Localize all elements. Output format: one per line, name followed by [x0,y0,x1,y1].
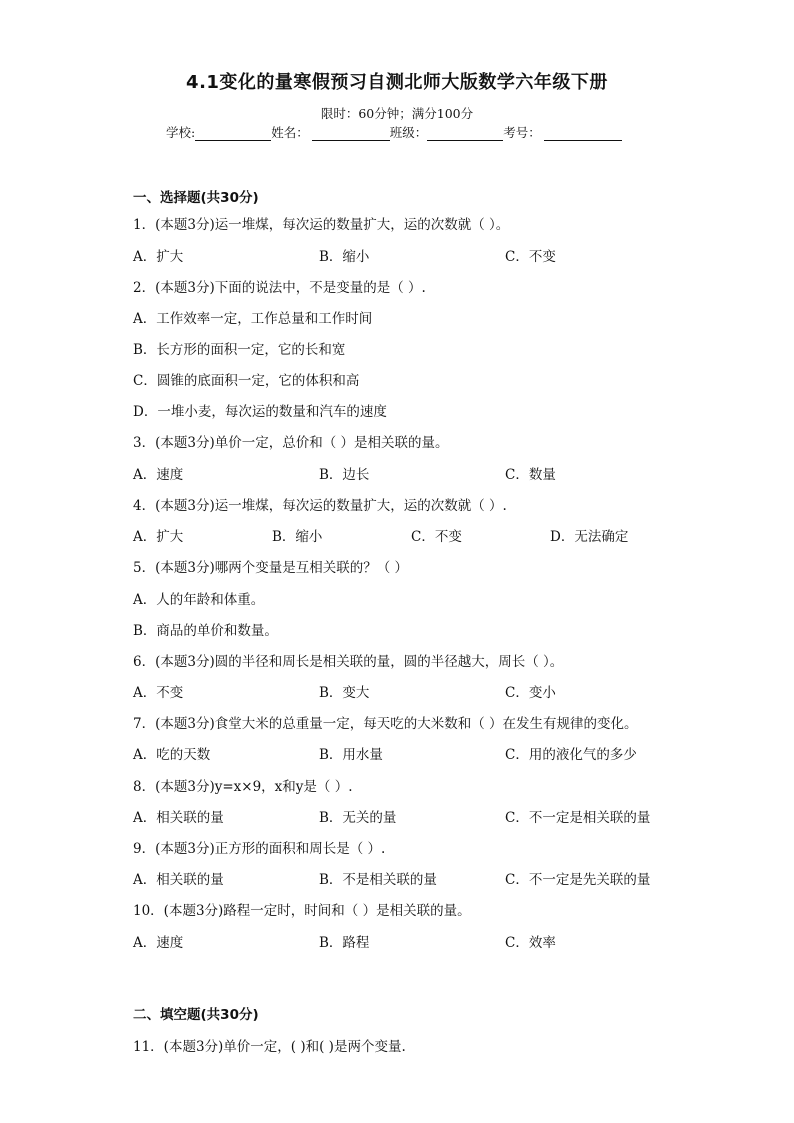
option-b: B．边长 [319,467,370,483]
name-blank [312,125,390,141]
question-5: 5．(本题3分)哪两个变量是互相关联的？（ ） [133,560,409,576]
question-2-option-b: B．长方形的面积一定，它的长和宽 [133,342,346,358]
question-6: 6．(本题3分)圆的半径和周长是相关联的量，圆的半径越大，周长（ ）。 [133,654,564,670]
option-b: B．无关的量 [319,810,397,826]
option-c: C．不变 [411,529,462,545]
option-a: A．速度 [133,467,184,483]
option-a: A．速度 [133,935,184,951]
option-b: B．缩小 [319,249,370,265]
exam-no-label: 考号： [503,125,541,140]
question-5-option-b: B．商品的单价和数量。 [133,623,278,639]
class-blank [427,125,503,141]
student-info-row [166,123,622,141]
question-3-options [133,463,733,483]
name-label: 姓名： [271,125,309,140]
option-c: C．用的液化气的多少 [505,747,637,763]
option-a: A．吃的天数 [133,747,211,763]
school-blank [195,125,271,141]
question-7-options [133,743,733,763]
option-b: B．变大 [319,685,370,701]
question-9: 9．(本题3分)正方形的面积和周长是（ ）. [133,841,386,857]
option-c: C．不一定是先关联的量 [505,872,651,888]
option-b: B．用水量 [319,747,383,763]
option-c: C．不一定是相关联的量 [505,810,651,826]
question-4-options [133,525,733,545]
question-1-options [133,245,733,265]
option-c: C．不变 [505,249,556,265]
question-1: 1．(本题3分)运一堆煤，每次运的数量扩大，运的次数就（ ）。 [133,217,510,233]
exam-no-blank [544,125,622,141]
question-10-options [133,931,733,951]
option-b: B．缩小 [272,529,323,545]
option-b: B．路程 [319,935,370,951]
option-c: C．数量 [505,467,556,483]
option-a: A．相关联的量 [133,810,224,826]
school-label: 学校: [166,125,196,140]
question-2-option-c: C．圆锥的底面积一定，它的体积和高 [133,373,360,389]
question-10: 10．(本题3分)路程一定时，时间和（ ）是相关联的量。 [133,903,471,919]
option-d: D．无法确定 [550,529,629,545]
question-4: 4．(本题3分)运一堆煤，每次运的数量扩大，运的次数就（ ）. [133,498,507,514]
question-7: 7．(本题3分)食堂大米的总重量一定，每天吃的大米数和（ ）在发生有规律的变化。 [133,716,638,732]
question-8-options [133,806,733,826]
question-2: 2．(本题3分)下面的说法中，不是变量的是（ ）. [133,280,426,296]
option-b: B．不是相关联的量 [319,872,437,888]
question-2-option-a: A．工作效率一定，工作总量和工作时间 [133,311,373,327]
section-heading-choice: 一、选择题(共30分) [133,190,259,206]
question-5-option-a: A．人的年龄和体重。 [133,592,265,608]
option-a: A．扩大 [133,249,184,265]
option-a: A．不变 [133,685,184,701]
question-2-option-d: D．一堆小麦，每次运的数量和汽车的速度 [133,404,387,420]
question-9-options [133,868,733,888]
class-label: 班级： [389,125,428,140]
page-title: 4.1变化的量寒假预习自测北师大版数学六年级下册 [186,72,608,93]
question-11: 11．(本题3分)单价一定，( )和( )是两个变量. [133,1039,406,1055]
option-c: C．效率 [505,935,556,951]
option-c: C．变小 [505,685,556,701]
option-a: A．扩大 [133,529,184,545]
time-limit-info: 限时：60分钟；满分100分 [320,106,474,121]
question-3: 3．(本题3分)单价一定，总价和（ ）是相关联的量。 [133,435,449,451]
option-a: A．相关联的量 [133,872,224,888]
section-heading-fill: 二、填空题(共30分) [133,1007,259,1023]
question-6-options [133,681,733,701]
question-8: 8．(本题3分)y=x×9，x和y是（ ）. [133,779,353,795]
